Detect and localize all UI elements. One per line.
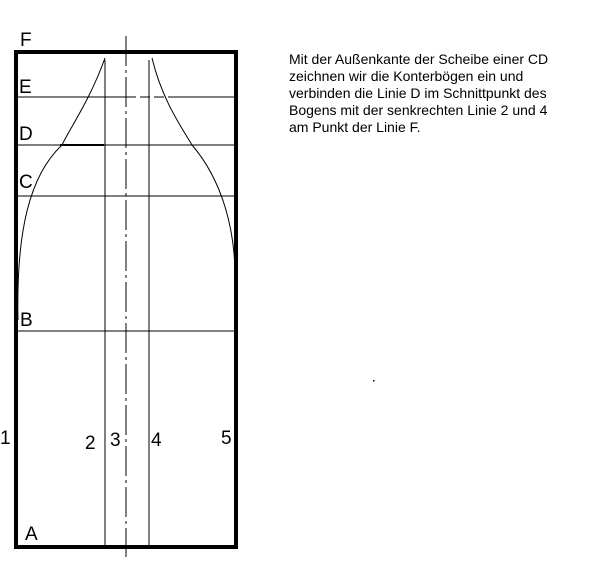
- arc-right: [152, 58, 235, 282]
- label-row-F: F: [20, 30, 32, 51]
- label-row-B: B: [20, 310, 33, 331]
- label-col-2: 2: [85, 433, 96, 454]
- label-row-E: E: [19, 77, 32, 98]
- instruction-caption: [289, 51, 601, 136]
- label-row-D: D: [19, 124, 33, 145]
- label-col-5: 5: [221, 428, 232, 449]
- caption-line: Bogens mit der senkrechten Linie 2 und 4: [289, 102, 548, 118]
- label-col-3: 3: [110, 430, 121, 451]
- stray-dot: [373, 380, 375, 382]
- caption-line: Mit der Außenkante der Scheibe einer CD: [289, 51, 549, 67]
- label-col-1: 1: [0, 428, 11, 449]
- label-row-A: A: [25, 524, 38, 545]
- caption-line: verbinden die Linie D im Schnittpunkt des: [289, 85, 547, 101]
- caption-line: am Punkt der Linie F.: [289, 119, 421, 135]
- label-row-C: C: [19, 172, 33, 193]
- caption-line: zeichnen wir die Konterbögen ein und: [289, 68, 524, 84]
- label-col-4: 4: [151, 430, 162, 451]
